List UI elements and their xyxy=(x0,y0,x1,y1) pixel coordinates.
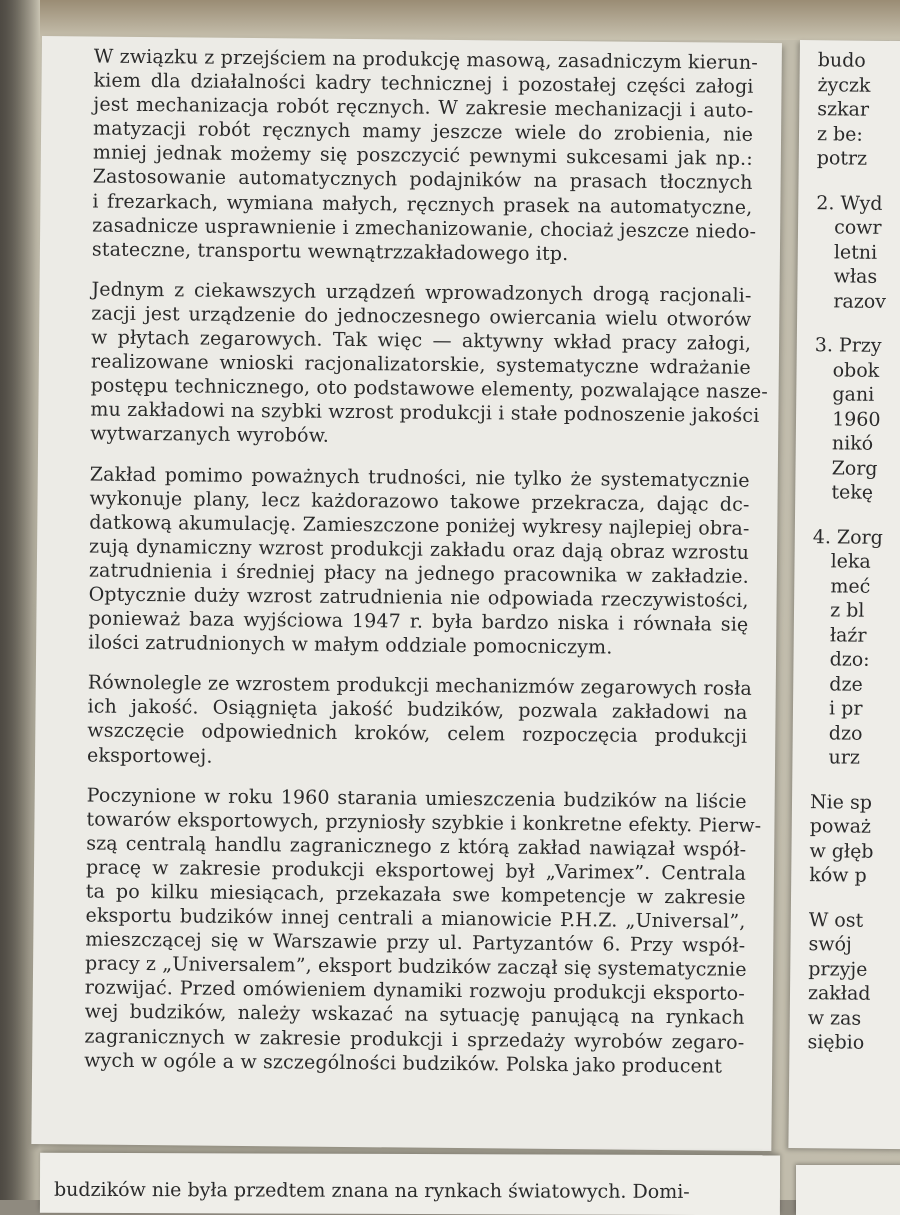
right-text-fragment: obok xyxy=(814,358,880,382)
fragment-gap xyxy=(809,888,900,909)
text-line: wytwarzanych wyrobów. xyxy=(90,422,330,448)
text-line: eksportowej. xyxy=(86,743,213,768)
right-text-fragment: 2. Wyd xyxy=(816,191,883,215)
right-text-fragment: W ost xyxy=(808,908,864,932)
text-line: stateczne, transportu wewnątrzzakładowego itp. xyxy=(91,238,569,265)
right-text-fragment: 4. Zorg xyxy=(812,525,883,549)
paragraph xyxy=(86,671,753,774)
text-line: pracy z „Universalem”, eksport budzików zaczął się systematycznie xyxy=(84,952,747,982)
main-page xyxy=(31,36,782,1151)
right-text-fragment: dzo xyxy=(810,721,863,745)
right-text-fragment: siębio xyxy=(807,1031,865,1054)
paragraph xyxy=(91,44,758,267)
right-text-fragment: budo xyxy=(817,49,866,72)
right-text-fragment: 3. Przy xyxy=(814,334,882,357)
right-text-fragment: szkar xyxy=(817,98,870,121)
right-text-fragment: meć xyxy=(812,574,871,598)
text-line: mieszczącej się w Warszawie przy ul. Partyzantów 6. Przy współ- xyxy=(85,928,746,957)
text-line: datkową akumulację. Zamieszczone poniżej wykresy najlepiej obra- xyxy=(89,511,750,540)
right-text-fragment: życzk xyxy=(817,73,871,97)
text-line: matyzacji robót ręcznych mamy jeszcze wiele do zrobienia, nie xyxy=(93,117,754,147)
text-line: eksportu budzików innej centrali a mianowicie P.H.Z. „Universal”, xyxy=(85,904,746,933)
text-line: wych w ogóle a w szczególności budzików. Polska jako producent xyxy=(84,1049,723,1078)
right-text-fragment: poważ xyxy=(809,815,872,838)
right-text-fragment: tekę xyxy=(813,481,874,504)
text-line: wszczęcie odpowiednich kroków, celem rozpoczęcia produkcji xyxy=(87,719,748,749)
text-line: Poczynione w roku 1960 starania umieszczenia budzików na liście xyxy=(86,784,747,813)
right-text-fragment: nikó xyxy=(813,432,874,455)
text-line: w płytach zegarowych. Tak więc — aktywny wkład pracy załogi, xyxy=(91,326,752,355)
right-text-fragment: dze xyxy=(811,672,863,696)
main-text-column xyxy=(84,44,769,1094)
right-text-fragment: z be: xyxy=(816,122,863,146)
text-line: ta po kilku miesiącach, przekazała swe kompetencje w zakresie xyxy=(85,880,746,909)
right-text-fragment: razov xyxy=(815,289,887,313)
text-line: kiem dla działalności kadry technicznej i pozostałej części załogi xyxy=(93,69,754,98)
right-text-fragment: Nie sp xyxy=(809,790,873,814)
right-text-fragment: zakład xyxy=(807,982,871,1005)
text-line: postępu technicznego, oto podstawowe elementy, pozwalające nasze- xyxy=(90,374,769,404)
right-text-fragment: łaźr xyxy=(811,623,867,647)
text-line: mniej jednak możemy się poszczycić pewnymi sukcesami jak np.: xyxy=(92,141,753,171)
text-line: i frezarkach, wymiana małych, ręcznych prasek na automatyczne, xyxy=(92,190,753,219)
fragment-gap xyxy=(815,313,900,334)
right-page-text xyxy=(807,48,900,1056)
text-line: W związku z przejściem na produkcję masową, zasadniczym kierun- xyxy=(93,45,758,74)
text-line: ich jakość. Osiągnięta jakość budzików, pozwala zakładowi na xyxy=(87,695,748,725)
fragment-gap xyxy=(813,505,900,526)
right-text-fragment: z bl xyxy=(811,599,865,622)
right-page xyxy=(788,40,900,1149)
fragment-gap xyxy=(810,770,900,791)
right-text-fragment: urz xyxy=(810,746,861,769)
text-line: zacji jest urządzenie do jednoczesnego owiercania wielu otworów xyxy=(91,302,752,331)
text-line: Zastosowanie automatycznych podajników na prasach tłocznych xyxy=(92,165,753,195)
right-text-fragment: przyje xyxy=(808,957,868,981)
right-text-fragment: włas xyxy=(815,265,878,288)
text-line: zagranicznych w zakresie produkcji i sprzedaży wyrobów zegaro- xyxy=(84,1025,745,1054)
right-text-fragment: gani xyxy=(814,383,875,406)
bottom-page xyxy=(40,1153,780,1215)
text-line: mu zakładowi na szybki wzrost produkcji i stałe podnoszenie jakości xyxy=(90,398,760,428)
text-line: zatrudnienia i średniej płacy na jednego pracownika w zakładzie. xyxy=(88,559,749,588)
text-line: Jednym z ciekawszych urządzeń wprowadzonych drogą racjonali- xyxy=(91,278,752,307)
text-line: ponieważ baza wyjściowa 1947 r. była bardzo niska i równała się xyxy=(88,607,749,636)
text-line: zują dynamiczny wzrost produkcji zakładu oraz dają obraz wzrostu xyxy=(88,535,750,564)
text-line: Zakład pomimo poważnych trudności, nie tylko że systematycznie xyxy=(89,462,750,492)
text-line: towarów eksportowych, przyniosły szybkie i konkretne efekty. Pierw- xyxy=(86,808,762,837)
text-line: wej budzików, należy wskazać na sytuację panującą na rynkach xyxy=(84,1000,745,1030)
right-text-fragment: i pr xyxy=(810,697,863,720)
text-line: Optycznie duży wzrost zatrudnienia nie odpowiada rzeczywistości, xyxy=(88,583,749,612)
text-line: pracę w zakresie produkcji eksportowej był „Varimex”. Centrala xyxy=(85,856,747,885)
board-top-edge xyxy=(40,0,900,40)
text-line: rozwijać. Przed omówieniem dynamiki rozwoju produkcji eksporto- xyxy=(84,976,745,1006)
right-text-fragment: 1960 xyxy=(813,407,881,431)
right-text-fragment: w głęb xyxy=(809,839,874,863)
bottom-right-page xyxy=(796,1165,900,1215)
bottom-page-line: budzików nie była przedtem znana na rynkach światowych. Domi- xyxy=(53,1178,690,1203)
text-line: szą centralą handlu zagranicznego z którą zakład nawiązał współ- xyxy=(86,832,747,861)
right-text-fragment: Zorg xyxy=(813,456,878,480)
text-line: jest mechanizacja robót ręcznych. W zakresie mechanizacji i auto- xyxy=(93,93,754,123)
text-line: realizowane wnioski racjonalizatorskie, systematyczne wdrażanie xyxy=(90,350,751,379)
right-text-fragment: letni xyxy=(815,240,878,264)
right-text-fragment: swój xyxy=(808,933,852,956)
paragraph xyxy=(84,783,762,1078)
right-text-fragment: potrz xyxy=(816,147,868,170)
paragraph xyxy=(90,277,769,452)
text-line: wykonuje plany, lecz każdorazowo takowe przekracza, dając dc- xyxy=(89,487,750,516)
right-text-fragment: w zas xyxy=(807,1006,862,1030)
right-text-fragment: cowr xyxy=(815,216,882,239)
text-line: zasadnicze usprawnienie i zmechanizowanie, chociaż jeszcze niedo- xyxy=(92,214,757,243)
right-text-fragment: leka xyxy=(812,550,871,573)
right-text-fragment: dzo: xyxy=(811,648,870,671)
right-text-fragment: ków p xyxy=(809,864,867,887)
paragraph xyxy=(88,462,750,661)
text-line: Równolegle ze wzrostem produkcji mechanizmów zegarowych rosła xyxy=(87,671,753,701)
fragment-gap xyxy=(816,171,900,192)
text-line: ilości zatrudnionych w małym oddziale pomocniczym. xyxy=(88,631,613,659)
